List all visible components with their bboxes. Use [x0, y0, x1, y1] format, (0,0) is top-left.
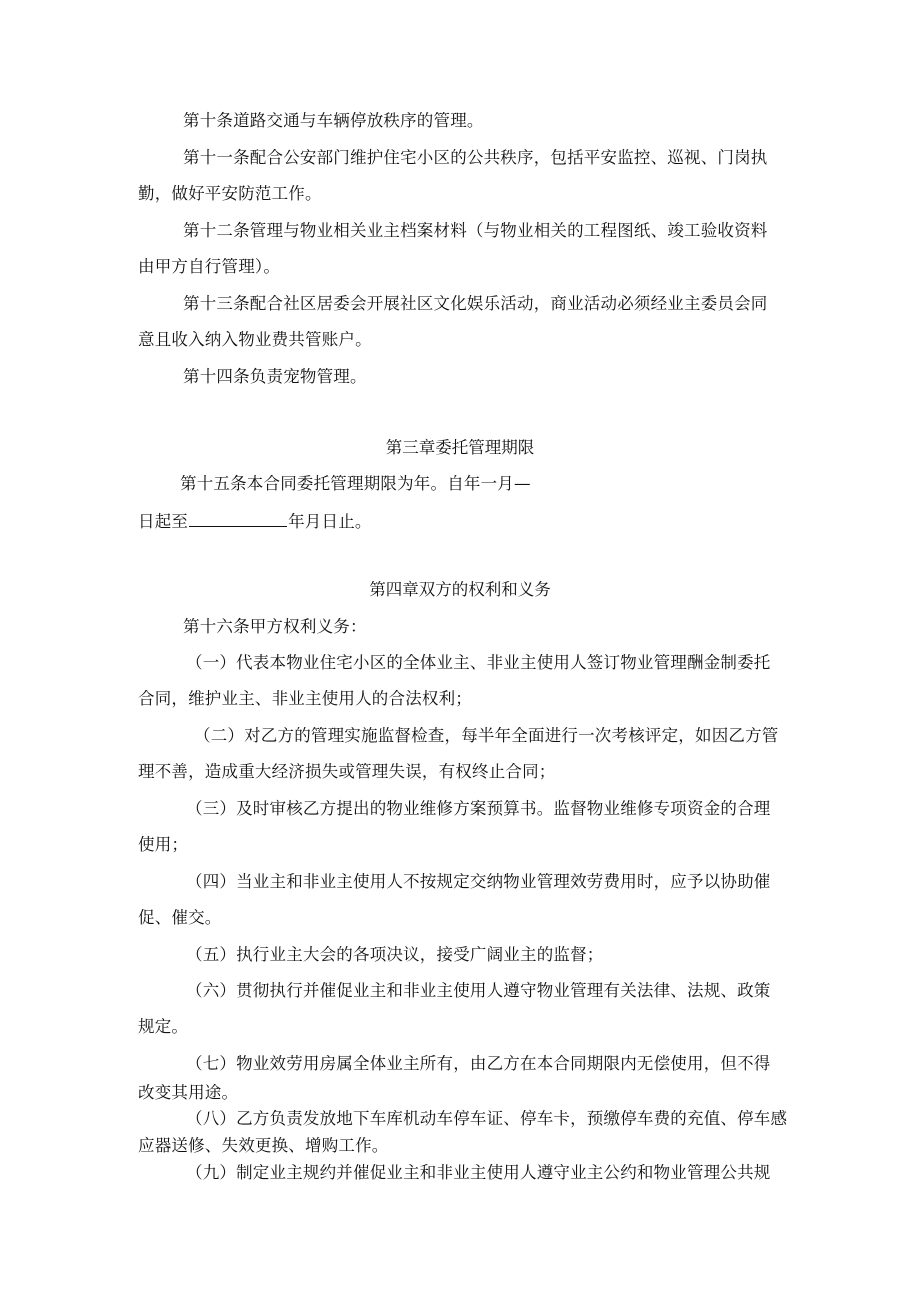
item-3-line-1: （三）及时审核乙方提出的物业维修方案预算书。监督物业维修专项资金的合理 — [186, 799, 771, 818]
item-4-line-1: （四）当业主和非业主使用人不按规定交纳物业管理效劳费用时，应予以协助催 — [186, 872, 771, 891]
item-1-line-2: 合同，维护业主、非业主使用人的合法权利； — [138, 689, 472, 708]
item-6-line-1: （六）贯彻执行并催促业主和非业主使用人遵守物业管理有关法律、法规、政策 — [186, 981, 771, 1000]
article-13-line-1: 第十三条配合社区居委会开展社区文化娱乐活动，商业活动必须经业主委员会同 — [183, 294, 768, 313]
article-10-line-1: 第十条道路交通与车辆停放秩序的管理。 — [183, 111, 484, 130]
item-5-line-1: （五）执行业主大会的各项决议，接受广阔业主的监督； — [186, 945, 604, 964]
item-7-line-1: （七）物业效劳用房属全体业主所有，由乙方在本合同期限内无偿使用，但不得 — [186, 1054, 771, 1073]
article-12-line-1: 第十二条管理与物业相关业主档案材料（与物业相关的工程图纸、竣工验收资料 — [183, 221, 768, 240]
item-9-line-1: （九）制定业主规约并催促业主和非业主使用人遵守业主公约和物业管理公共规 — [186, 1163, 771, 1182]
article-15-line-1: 第十五条本合同委托管理期限为年。自年一月— — [180, 474, 531, 493]
article-12-line-2: 由甲方自行管理）。 — [138, 257, 281, 276]
item-2-line-1: （二）对乙方的管理实施监督检查，每半年全面进行一次考核评定，如因乙方管 — [194, 726, 779, 745]
item-8-line-2: 应器送修、失效更换、增购工作。 — [138, 1136, 389, 1155]
article-11-line-1: 第十一条配合公安部门维护住宅小区的公共秩序，包括平安监控、巡视、门岗执 — [183, 148, 768, 167]
article-14-line-1: 第十四条负责宠物管理。 — [183, 367, 367, 386]
item-3-line-2: 使用； — [138, 835, 189, 854]
item-1-line-1: （一）代表本物业住宅小区的全体业主、非业主使用人签订物业管理酬金制委托 — [186, 653, 771, 672]
date-blank — [189, 510, 287, 527]
article-13-line-2: 意且收入纳入物业费共管账户。 — [138, 330, 372, 349]
article-15-line-2-prefix: 日起至 — [138, 512, 189, 531]
item-8-line-1: （八）乙方负责发放地下车库机动车停车证、停车卡，预缴停车费的充值、停车感 — [186, 1109, 788, 1128]
item-6-line-2: 规定。 — [138, 1017, 189, 1036]
item-4-line-2: 促、催交。 — [138, 908, 222, 927]
article-11-line-2: 勤，做好平安防范工作。 — [138, 184, 322, 203]
item-2-line-2: 理不善，造成重大经济损失或管理失误，有权终止合同； — [138, 762, 556, 781]
article-15-line-2 — [138, 510, 372, 532]
article-15-line-2-suffix: 年月日止。 — [288, 512, 372, 531]
chapter-3-heading: 第三章委托管理期限 — [385, 438, 535, 457]
item-7-line-2: 改变其用途。 — [138, 1083, 239, 1102]
chapter-4-heading: 第四章双方的权利和义务 — [369, 580, 551, 599]
article-16-intro: 第十六条甲方权利义务： — [183, 617, 367, 636]
